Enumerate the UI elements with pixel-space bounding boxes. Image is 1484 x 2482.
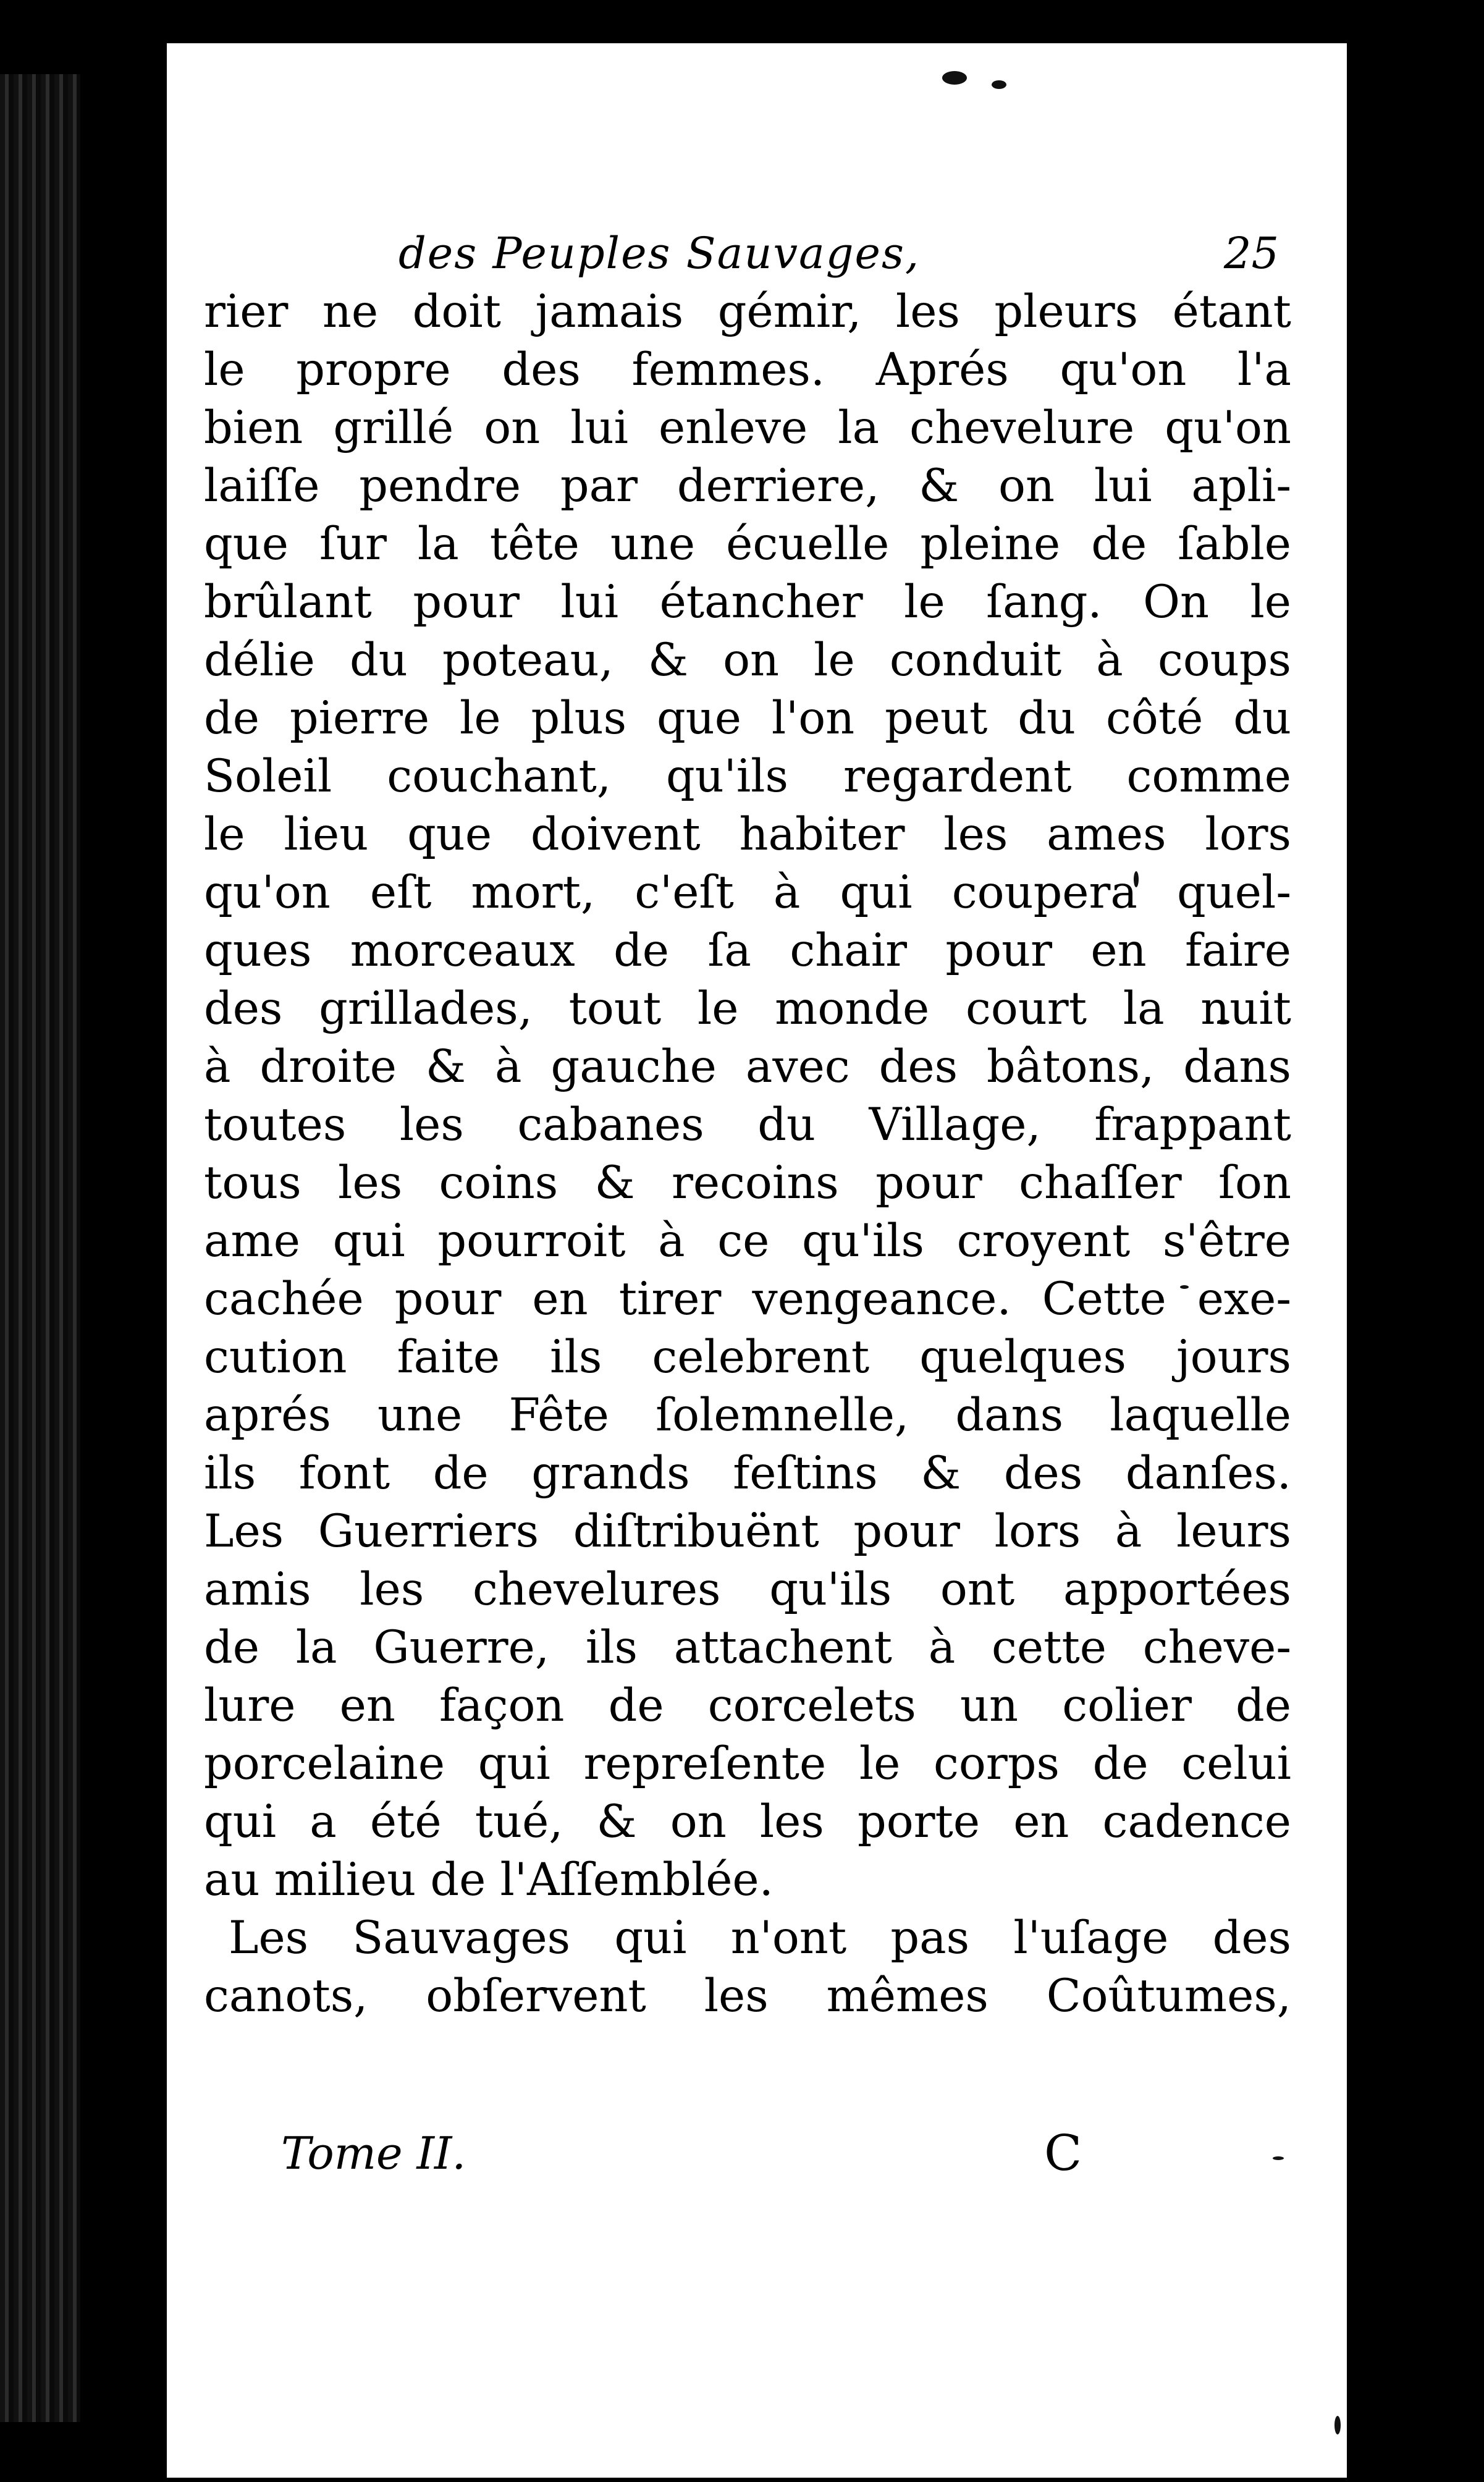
ink-speck bbox=[1334, 2416, 1341, 2434]
signature-mark: C bbox=[1044, 2124, 1082, 2182]
book-page bbox=[167, 43, 1347, 2478]
text-line: ame qui pourroit à ce qu'ils croyent s'être bbox=[204, 1215, 1291, 1267]
ink-speck bbox=[992, 80, 1006, 89]
text-line: Les Guerriers diſtribuënt pour lors à leurs bbox=[204, 1505, 1291, 1558]
text-line: le lieu que doivent habiter les ames lors bbox=[204, 808, 1291, 861]
text-line: des grillades, tout le monde court la nuit bbox=[204, 982, 1291, 1035]
text-line: le propre des femmes. Aprés qu'on l'a bbox=[204, 344, 1291, 396]
text-line: rier ne doit jamais gémir, les pleurs étant bbox=[204, 285, 1291, 338]
volume-label: Tome II. bbox=[281, 2127, 466, 2179]
page-number: 25 bbox=[1223, 228, 1279, 279]
text-line: de pierre le plus que l'on peut du côté du bbox=[204, 692, 1291, 745]
text-line: cachée pour en tirer vengeance. Cette exe- bbox=[204, 1273, 1291, 1325]
text-line: cution faite ils celebrent quelques jours bbox=[204, 1331, 1291, 1383]
page-footer bbox=[281, 2119, 1301, 2187]
text-line: laiſſe pendre par derriere, & on lui apli- bbox=[204, 460, 1291, 512]
text-line: toutes les cabanes du Village, frappant bbox=[204, 1099, 1291, 1151]
body-text bbox=[204, 283, 1291, 2025]
text-line: délie du poteau, & on le conduit à coups bbox=[204, 634, 1291, 686]
text-line: aprés une Fête ſolemnelle, dans laquelle bbox=[204, 1389, 1291, 1442]
text-line: tous les coins & recoins pour chaſſer ſon bbox=[204, 1157, 1291, 1209]
text-line: au milieu de l'Aſſemblée. bbox=[204, 1854, 774, 1906]
text-line: brûlant pour lui étancher le ſang. On le bbox=[204, 576, 1291, 628]
text-line: bien grillé on lui enleve la chevelure qu'on bbox=[204, 402, 1291, 454]
text-line: que ſur la tête une écuelle pleine de ſable bbox=[204, 518, 1291, 570]
text-line: amis les chevelures qu'ils ont apportées bbox=[204, 1563, 1291, 1616]
text-line: de la Guerre, ils attachent à cette cheve- bbox=[204, 1621, 1291, 1674]
text-line: à droite & à gauche avec des bâtons, dans bbox=[204, 1040, 1291, 1093]
ink-speck bbox=[942, 71, 967, 85]
text-line: Soleil couchant, qu'ils regardent comme bbox=[204, 750, 1291, 803]
paragraph-start-line: Les Sauvages qui n'ont pas l'uſage des bbox=[229, 1912, 1291, 1964]
binding-edge bbox=[0, 74, 80, 2422]
text-line: porcelaine qui repreſente le corps de celui bbox=[204, 1737, 1291, 1790]
text-line: qu'on eſt mort, c'eſt à qui coupera quel- bbox=[204, 866, 1291, 919]
text-line: ques morceaux de ſa chair pour en faire bbox=[204, 924, 1291, 977]
running-head bbox=[398, 219, 1279, 287]
text-line: canots, obſervent les mêmes Coûtumes, bbox=[204, 1970, 1291, 2022]
text-line: ils font de grands feſtins & des danſes. bbox=[204, 1447, 1291, 1500]
text-line: lure en façon de corcelets un colier de bbox=[204, 1679, 1291, 1732]
running-head-title: des Peuples Sauvages, bbox=[398, 228, 921, 279]
text-line: qui a été tué, & on les porte en cadence bbox=[204, 1796, 1291, 1848]
